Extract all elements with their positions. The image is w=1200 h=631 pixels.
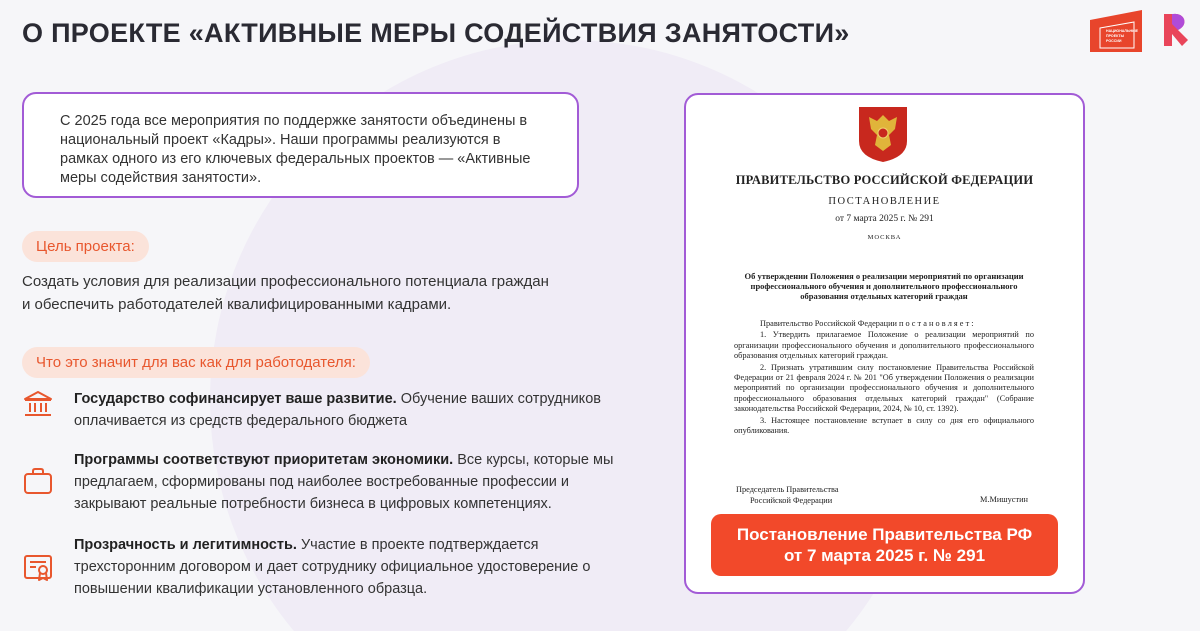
benefit-desc: Обучение ваших сотрудников оплачивается из средств федерального бюджета <box>74 391 601 429</box>
signer-title-line-2: Российской Федерации <box>750 495 833 505</box>
document-paragraph: 1. Утвердить прилагаемое Положение о реализации мероприятий по организации профессионального обучения и дополнительного профессионального образования отдельных категорий граждан. <box>734 330 1034 361</box>
document-paragraph: Правительство Российской Федерации п о с т а н о в л я е т : <box>760 319 974 328</box>
benefit-bold: Программы соответствуют приоритетам экономики. <box>74 452 454 468</box>
decree-button-line-2: от 7 марта 2025 г. № 291 <box>783 546 986 565</box>
goal-text <box>22 270 582 316</box>
decree-document <box>686 95 1083 592</box>
national-projects-logo <box>1090 10 1142 52</box>
logo-text-3: РОССИИ <box>1106 39 1122 43</box>
signer-name: М.Мишустин <box>980 495 1028 504</box>
goal-label: Цель проекта: <box>22 231 149 262</box>
benefit-bold: Прозрачность и легитимность. <box>74 537 297 553</box>
benefit-desc: Все курсы, которые мы предлагаем, сформированы под наиболее востребованные профессии и закрывают реальные потребности бизнеса в цифровых компетенциях. <box>74 452 614 512</box>
document-city: МОСКВА <box>867 234 902 241</box>
logo-text-1: НАЦИОНАЛЬНЫЕ <box>1106 29 1139 33</box>
employer-meaning-label: Что это значит для вас как для работодателя: <box>22 347 370 378</box>
coat-of-arms-icon <box>857 105 909 163</box>
document-paragraph: 3. Настоящее постановление вступает в силу со дня его официального опубликования. <box>734 415 1034 436</box>
benefit-desc: Участие в проекте подтверждается трехсторонним договором и дает сотруднику официальное удостоверение о повышении квалификации установленного образца. <box>74 537 591 597</box>
intro-text: С 2025 года все мероприятия по поддержке занятости объединены в национальный проект «Кадры». Наши программы реализуются в рамках одного из его ключевых федеральных проектов — «Активные меры содействия занятости». <box>60 113 531 186</box>
decree-link-button[interactable] <box>711 514 1058 576</box>
document-paragraph: 2. Признать утратившим силу постановление Правительства Российской Федерации от 21 февраля 2024 г. № 201 "Об утверждении Положения о реализации мероприятий по организации профессионального обучения и дополнительного профессионального образования отдельных категорий граждан" (Собрание законодательства Российской Федерации, 2024, № 10, ст. 1392). <box>734 362 1034 414</box>
benefit-text <box>74 388 614 432</box>
document-subject: Об утверждении Положения о реализации мероприятий по организации профессионального обучения и дополнительного профессионального образования отдельных категорий граждан <box>744 271 1024 301</box>
benefit-text <box>74 534 614 600</box>
document-type: ПОСТАНОВЛЕНИЕ <box>828 196 941 207</box>
signer-title-line-1: Председатель Правительства <box>736 485 839 494</box>
logo-text-2: ПРОЕКТЫ <box>1106 34 1125 38</box>
goal-text-line-2: и обеспечить работодателей квалифицированными кадрами. <box>22 296 452 313</box>
benefit-bold: Государство софинансирует ваше развитие. <box>74 391 397 407</box>
briefcase-icon <box>22 465 54 497</box>
decree-document-card <box>684 93 1085 594</box>
page-title: О ПРОЕКТЕ «АКТИВНЫЕ МЕРЫ СОДЕЙСТВИЯ ЗАНЯТОСТИ» <box>22 18 850 48</box>
logo-text-kadry: КАДРЫ <box>1120 14 1135 19</box>
benefit-text <box>74 449 614 515</box>
certificate-icon <box>22 552 54 584</box>
document-date: от 7 марта 2025 г. № 291 <box>835 214 934 224</box>
goal-text-line-1: Создать условия для реализации профессионального потенциала граждан <box>22 273 549 290</box>
brand-logo-icon <box>1160 12 1188 48</box>
intro-box <box>22 92 579 198</box>
document-government: ПРАВИТЕЛЬСТВО РОССИЙСКОЙ ФЕДЕРАЦИИ <box>735 173 1034 187</box>
bank-icon <box>22 388 54 420</box>
signer-title <box>736 485 839 506</box>
document-body <box>734 319 1034 437</box>
decree-button-line-1: Постановление Правительства РФ <box>736 525 1033 544</box>
